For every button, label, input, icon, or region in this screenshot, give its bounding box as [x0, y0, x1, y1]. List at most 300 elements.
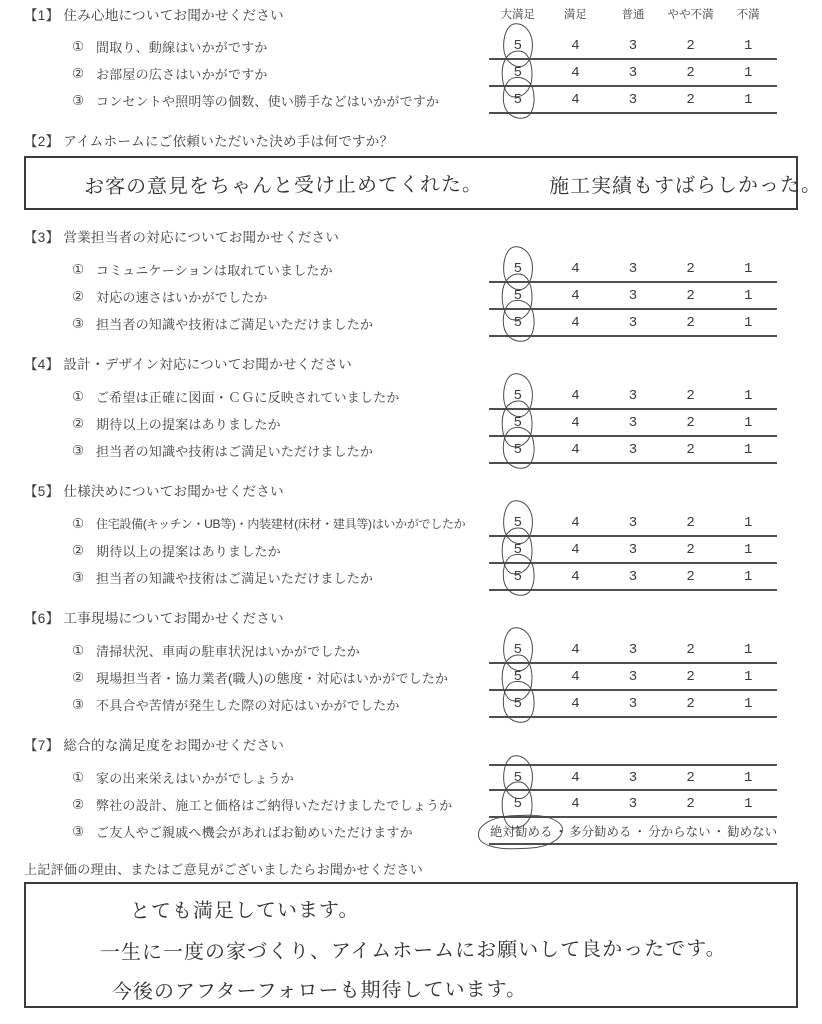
rating-cell	[547, 33, 605, 58]
rating-header-cell	[547, 4, 605, 24]
rating-cell	[662, 766, 720, 789]
rating-cell	[662, 256, 720, 281]
rating-cell	[719, 437, 777, 462]
rating-row	[489, 87, 777, 114]
rating-value: 5	[513, 668, 522, 685]
rating-cell	[489, 283, 547, 308]
rating-header-label: やや不満	[667, 9, 714, 21]
rating-row	[489, 437, 777, 464]
section-tag: 【2】	[24, 134, 60, 149]
rating-cell	[719, 383, 777, 408]
rating-row	[489, 510, 777, 537]
rating-header-label: 不満	[736, 9, 760, 21]
rating-cell	[604, 691, 662, 716]
option-separator: ・	[712, 824, 726, 839]
rating-cell	[489, 310, 547, 335]
rating-header-cell	[662, 4, 720, 24]
question-row	[24, 791, 798, 818]
rating-value: 3	[628, 260, 638, 277]
rating-value: 1	[743, 795, 753, 812]
handwritten-comment: 施工実績もすばらしかった。	[548, 173, 822, 198]
question-text: コンセントや照明等の個数、使い勝手などはいかがですか	[96, 94, 440, 109]
rating-cell	[719, 256, 777, 281]
option-separator: ・	[554, 824, 568, 839]
rating-value: 1	[743, 769, 753, 786]
rating-row	[489, 256, 777, 283]
section-7	[24, 734, 798, 845]
rating-value: 4	[571, 441, 580, 458]
rating-value: 5	[513, 695, 522, 712]
rating-cell	[604, 664, 662, 689]
question-number: ③	[72, 569, 85, 585]
rating-option-label: 多分勧める	[569, 824, 632, 839]
rating-cell	[547, 310, 605, 335]
rating-value: 3	[628, 668, 638, 685]
section-tag: 【4】	[24, 357, 60, 372]
opinion-comment-box	[24, 882, 798, 1008]
question-number: ②	[72, 669, 85, 685]
question-row	[24, 383, 798, 410]
question-number: ②	[72, 542, 85, 558]
rating-value: 5	[513, 37, 522, 54]
rating-value: 2	[686, 287, 695, 304]
rating-value: 4	[571, 314, 580, 331]
rating-cell	[604, 637, 662, 662]
question-text: 家の出来栄えはいかがでしょうか	[96, 771, 295, 786]
rating-value: 1	[743, 668, 753, 685]
rating-value: 2	[686, 414, 695, 431]
section-heading	[24, 353, 352, 373]
rating-value: 2	[686, 387, 695, 404]
rating-cell	[489, 437, 547, 462]
section-title: 総合的な満足度をお聞かせください	[63, 738, 285, 753]
rating-row	[489, 537, 777, 564]
rating-cell	[489, 256, 547, 281]
rating-value: 3	[628, 91, 638, 108]
rating-value: 3	[628, 314, 638, 331]
rating-row	[489, 383, 777, 410]
rating-row	[489, 764, 777, 791]
rating-value: 4	[571, 695, 580, 712]
rating-cell	[604, 87, 662, 112]
rating-cell	[604, 791, 662, 816]
rating-value: 1	[743, 441, 753, 458]
rating-value: 3	[628, 287, 638, 304]
rating-value: 5	[513, 91, 522, 108]
rating-cell	[547, 564, 605, 589]
rating-cell	[719, 510, 777, 535]
rating-cell	[662, 437, 720, 462]
rating-value: 2	[686, 37, 695, 54]
section-title: 仕様決めについてお聞かせください	[63, 484, 284, 499]
rating-value: 2	[686, 260, 695, 277]
rating-value: 1	[743, 568, 753, 585]
question-row	[24, 410, 798, 437]
rating-header-cell	[489, 4, 547, 24]
rating-cell	[662, 637, 720, 662]
section-heading	[24, 734, 284, 754]
rating-cell	[719, 283, 777, 308]
rating-value: 5	[513, 314, 522, 331]
rating-cell	[662, 564, 720, 589]
rating-cell	[489, 766, 547, 789]
rating-value: 3	[628, 541, 638, 558]
section-heading	[24, 226, 339, 246]
rating-row	[489, 33, 777, 60]
question-number: ①	[72, 769, 85, 785]
question-number: ③	[72, 92, 85, 108]
rating-cell	[547, 437, 605, 462]
rating-cell	[547, 60, 605, 85]
question-row	[24, 283, 798, 310]
rating-cell	[604, 283, 662, 308]
rating-value: 1	[743, 37, 753, 54]
rating-header-cell	[719, 4, 777, 24]
rating-value: 2	[686, 541, 695, 558]
section-tag: 【6】	[24, 611, 60, 626]
rating-value: 4	[571, 568, 580, 585]
question-row	[24, 691, 798, 718]
question-text: 住宅設備(キッチン・UB等)・内装建材(床材・建具等)はいかがでしたか	[96, 517, 466, 531]
rating-cell	[604, 256, 662, 281]
section-title: 工事現場についてお聞かせください	[63, 611, 284, 626]
rating-value: 2	[686, 64, 695, 81]
handwritten-comment-line: とても満足しています。	[129, 899, 360, 923]
rating-value: 4	[571, 387, 580, 404]
question-number: ①	[72, 261, 85, 277]
rating-cell	[547, 410, 605, 435]
rating-cell	[604, 564, 662, 589]
section-heading-row	[24, 226, 798, 246]
rating-value: 4	[571, 795, 580, 812]
rating-option	[726, 822, 778, 840]
section-heading-row	[24, 734, 798, 754]
rating-value: 1	[743, 314, 753, 331]
rating-header-label: 満足	[563, 9, 587, 21]
rating-value: 4	[571, 64, 580, 81]
rating-row	[489, 410, 777, 437]
question-number: ③	[72, 315, 85, 331]
rating-value: 3	[628, 641, 638, 658]
rating-value: 2	[686, 668, 695, 685]
rating-cell	[547, 87, 605, 112]
question-text: 担当者の知識や技術はご満足いただけましたか	[96, 571, 374, 586]
rating-cell	[489, 537, 547, 562]
rating-cell	[547, 510, 605, 535]
rating-cell	[604, 766, 662, 789]
question-row	[24, 764, 798, 791]
rating-value: 5	[513, 287, 522, 304]
question-row	[24, 256, 798, 283]
rating-cell	[719, 537, 777, 562]
option-separator: ・	[633, 824, 647, 839]
rating-value: 1	[743, 541, 753, 558]
rating-value: 4	[571, 414, 580, 431]
rating-value: 1	[743, 514, 753, 531]
section-5	[24, 480, 798, 591]
rating-cell	[662, 510, 720, 535]
rating-cell	[489, 664, 547, 689]
rating-value: 4	[571, 260, 580, 277]
rating-value: 5	[513, 568, 522, 585]
rating-value: 5	[513, 769, 522, 786]
rating-option	[647, 822, 712, 840]
rating-cell	[489, 383, 547, 408]
question-number: ③	[72, 823, 85, 839]
rating-header-label: 大満足	[500, 9, 536, 21]
section-tag: 【5】	[24, 484, 60, 499]
rating-option	[568, 822, 633, 840]
rating-value: 2	[686, 514, 695, 531]
decision-comment-box	[24, 156, 822, 210]
question-text: 間取り、動線はいかがですか	[96, 40, 268, 55]
rating-cell	[662, 60, 720, 85]
question-row	[24, 510, 798, 537]
question-number: ①	[72, 38, 85, 54]
rating-option-label: 絶対勧める	[490, 824, 553, 839]
rating-value: 2	[686, 695, 695, 712]
rating-cell	[604, 437, 662, 462]
rating-value: 4	[571, 91, 580, 108]
question-number: ②	[72, 796, 85, 812]
rating-header	[489, 4, 777, 24]
section-3	[24, 226, 798, 337]
rating-value: 2	[686, 641, 695, 658]
rating-value: 3	[628, 441, 638, 458]
rating-cell	[547, 383, 605, 408]
section-title: 設計・デザイン対応についてお聞かせください	[63, 357, 353, 372]
rating-cell	[719, 791, 777, 816]
rating-cell	[489, 510, 547, 535]
question-text: 期待以上の提案はありましたか	[96, 544, 281, 559]
rating-value: 1	[743, 695, 753, 712]
rating-value: 5	[513, 795, 522, 812]
rating-value: 3	[628, 387, 638, 404]
section-title: アイムホームにご依頼いただいた決め手は何ですか？	[63, 134, 394, 149]
rating-value: 2	[686, 91, 695, 108]
question-number: ①	[72, 388, 85, 404]
rating-value: 3	[628, 568, 638, 585]
section-6	[24, 607, 798, 718]
question-number: ③	[72, 442, 85, 458]
footer-question-label: 上記評価の理由、またはご意見がございましたらお聞かせください	[24, 862, 424, 877]
rating-value: 2	[686, 769, 695, 786]
rating-cell	[662, 691, 720, 716]
rating-value: 4	[571, 668, 580, 685]
rating-header-cell	[604, 4, 662, 24]
section-heading-row	[24, 353, 798, 373]
rating-cell	[489, 60, 547, 85]
rating-cell	[604, 60, 662, 85]
question-row	[24, 60, 798, 87]
rating-cell	[489, 564, 547, 589]
rating-row	[489, 637, 777, 664]
rating-cell	[604, 33, 662, 58]
rating-value: 5	[513, 64, 522, 81]
rating-cell	[547, 537, 605, 562]
question-number: ①	[72, 642, 85, 658]
rating-cell	[719, 410, 777, 435]
question-text: 弊社の設計、施工と価格はご納得いただけましたでしょうか	[96, 798, 453, 813]
rating-value: 3	[628, 795, 638, 812]
rating-cell	[719, 87, 777, 112]
section-heading-row	[24, 130, 798, 150]
rating-value: 5	[513, 514, 522, 531]
rating-cell	[662, 537, 720, 562]
section-title: 住み心地についてお聞かせください	[63, 8, 284, 23]
rating-row	[489, 564, 777, 591]
section-heading-row	[24, 4, 798, 24]
rating-value: 2	[686, 441, 695, 458]
rating-value: 1	[743, 91, 753, 108]
rating-value: 3	[628, 695, 638, 712]
rating-value: 3	[628, 414, 638, 431]
section-heading-row	[24, 607, 798, 627]
rating-value: 2	[686, 314, 695, 331]
rating-cell	[719, 637, 777, 662]
rating-cell	[489, 410, 547, 435]
section-1	[24, 4, 798, 114]
rating-cell	[719, 691, 777, 716]
rating-cell	[489, 637, 547, 662]
rating-value: 4	[571, 287, 580, 304]
question-number: ③	[72, 696, 85, 712]
survey-sections	[24, 4, 822, 845]
rating-value: 2	[686, 795, 695, 812]
rating-cell	[604, 310, 662, 335]
question-number: ②	[72, 65, 85, 81]
rating-value: 1	[743, 64, 753, 81]
rating-row	[489, 60, 777, 87]
question-row	[24, 818, 798, 845]
question-text: 担当者の知識や技術はご満足いただけましたか	[96, 444, 374, 459]
section-tag: 【7】	[24, 738, 60, 753]
rating-value: 5	[513, 641, 522, 658]
rating-value: 1	[743, 387, 753, 404]
question-number: ②	[72, 415, 85, 431]
rating-value: 4	[571, 514, 580, 531]
rating-cell	[719, 766, 777, 789]
rating-cell	[604, 383, 662, 408]
section-heading	[24, 607, 284, 627]
section-heading-row	[24, 480, 798, 500]
section-tag: 【1】	[24, 8, 60, 23]
question-row	[24, 564, 798, 591]
rating-value: 2	[686, 568, 695, 585]
rating-option-label: 勧めない	[727, 824, 778, 839]
section-title: 営業担当者の対応についてお聞かせください	[63, 230, 340, 245]
question-text: 対応の速さはいかがでしたか	[96, 290, 268, 305]
rating-cell	[719, 664, 777, 689]
rating-cell	[662, 33, 720, 58]
question-row	[24, 637, 798, 664]
question-row	[24, 664, 798, 691]
question-text: 不具合や苦情が発生した際の対応はいかがでしたか	[96, 698, 400, 713]
rating-value: 4	[571, 769, 580, 786]
handwritten-comment-line: 今後のアフターフォローも期待しています。	[111, 978, 528, 1004]
rating-cell	[662, 664, 720, 689]
rating-option	[489, 822, 554, 840]
rating-cell	[547, 256, 605, 281]
question-number: ②	[72, 288, 85, 304]
question-row	[24, 87, 798, 114]
rating-row	[489, 791, 777, 818]
rating-cell	[547, 691, 605, 716]
section-heading	[24, 4, 284, 24]
rating-cell	[662, 87, 720, 112]
rating-value: 5	[513, 260, 522, 277]
rating-value: 1	[743, 414, 753, 431]
question-text: ご友人やご親戚へ機会があればお勧めいただけますか	[96, 825, 413, 840]
rating-options	[489, 818, 777, 843]
rating-value: 3	[628, 769, 638, 786]
section-2	[24, 130, 822, 210]
section-heading	[24, 130, 393, 150]
rating-cell	[489, 691, 547, 716]
section-heading	[24, 480, 284, 500]
question-text: ご希望は正確に図面・ＣＧに反映されていましたか	[96, 390, 400, 405]
rating-cell	[547, 791, 605, 816]
rating-cell	[662, 791, 720, 816]
handwritten-comment: お客の意見をちゃんと受け止めてくれた。	[83, 173, 484, 198]
rating-value: 1	[743, 260, 753, 277]
rating-value: 3	[628, 37, 638, 54]
question-number: ①	[72, 515, 85, 531]
section-tag: 【3】	[24, 230, 60, 245]
question-text: お部屋の広さはいかがですか	[96, 67, 268, 82]
rating-cell	[719, 60, 777, 85]
rating-cell	[547, 283, 605, 308]
rating-value: 3	[628, 514, 638, 531]
question-text: 担当者の知識や技術はご満足いただけましたか	[96, 317, 374, 332]
rating-value: 5	[513, 541, 522, 558]
rating-cell	[604, 410, 662, 435]
question-row	[24, 537, 798, 564]
rating-value: 1	[743, 641, 753, 658]
rating-cell	[719, 310, 777, 335]
rating-row	[489, 818, 777, 845]
rating-value: 5	[513, 441, 522, 458]
rating-cell	[604, 537, 662, 562]
rating-cell	[604, 510, 662, 535]
handwritten-comment-line: 一生に一度の家づくり、アイムホームにお願いして良かったです。	[99, 937, 727, 965]
rating-cell	[662, 410, 720, 435]
rating-row	[489, 664, 777, 691]
question-row	[24, 310, 798, 337]
rating-value: 4	[571, 37, 580, 54]
question-row	[24, 33, 798, 60]
rating-cell	[489, 33, 547, 58]
section-4	[24, 353, 798, 464]
rating-value: 4	[571, 641, 580, 658]
rating-row	[489, 691, 777, 718]
rating-value: 1	[743, 287, 753, 304]
rating-cell	[547, 664, 605, 689]
question-text: コミュニケーションは取れていましたか	[96, 263, 333, 278]
question-text: 期待以上の提案はありましたか	[96, 417, 281, 432]
rating-cell	[489, 791, 547, 816]
rating-row	[489, 283, 777, 310]
rating-cell	[662, 310, 720, 335]
rating-header-label: 普通	[621, 9, 645, 21]
question-text: 現場担当者・協力業者(職人)の態度・対応はいかがでしたか	[96, 671, 449, 686]
rating-value: 5	[513, 387, 522, 404]
rating-value: 4	[571, 541, 580, 558]
rating-cell	[719, 33, 777, 58]
rating-cell	[662, 383, 720, 408]
rating-cell	[719, 564, 777, 589]
rating-cell	[547, 766, 605, 789]
